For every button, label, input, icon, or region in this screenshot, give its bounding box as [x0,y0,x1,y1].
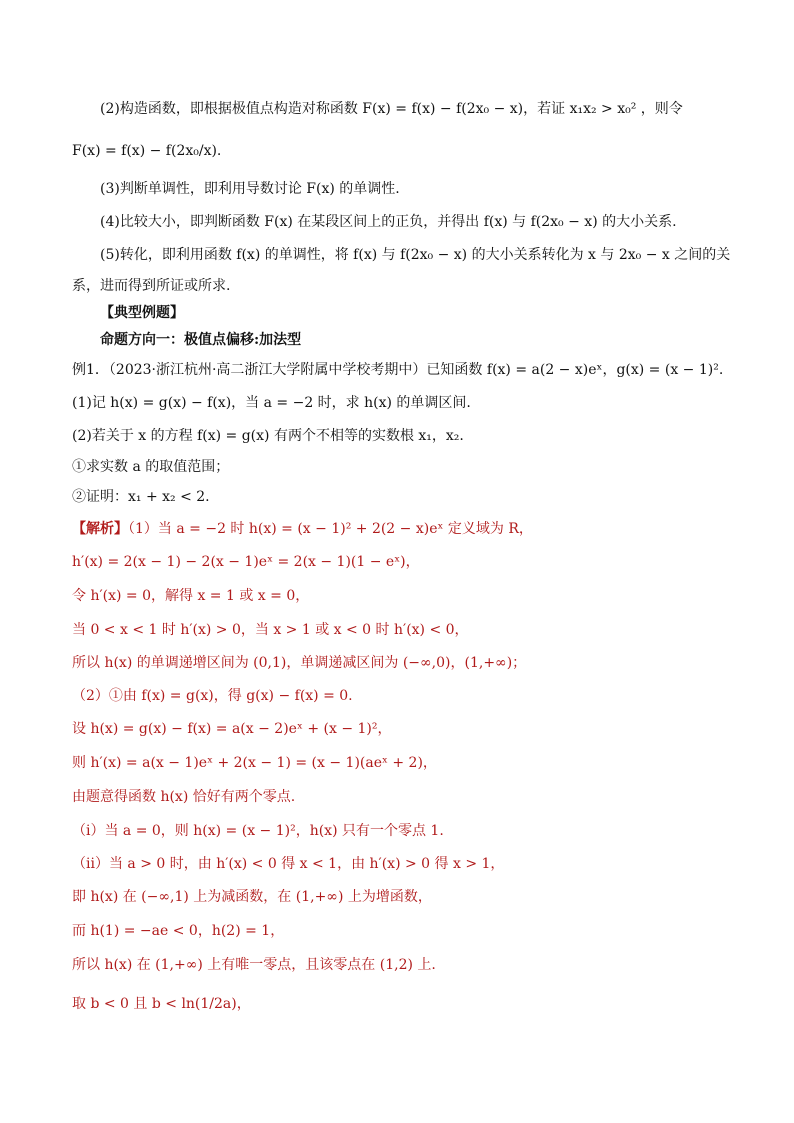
step5-line1: (5)转化，即利用函数 f(x) 的单调性，将 f(x) 与 f(2x₀ − x) 的大小关系转化为 x 与 2x₀ − x 之间的关 [100,247,731,263]
solution-line1 [72,520,722,538]
step5-line2: 系，进而得到所证或所求. [72,278,231,294]
question2: (2)若关于 x 的方程 f(x) = g(x) 有两个不相等的实数根 x₁，x₂. [72,428,464,444]
direction-heading: 命题方向一：极值点偏移:加法型 [100,332,302,348]
solution-line9: 由题意得函数 h(x) 恰好有两个零点. [72,789,296,805]
question2-part2: ②证明：x₁ + x₂ < 2. [72,489,210,505]
solution-text: （1）当 a = −2 时 h(x) = (x − 1)² + 2(2 − x)eˣ 定义域为 R， [128,521,533,537]
solution-line15: 取 b < 0 且 b < ln(1/2a)， [72,996,251,1012]
question2-part1: ①求实数 a 的取值范围； [72,459,230,475]
solution-line7: 设 h(x) = g(x) − f(x) = a(x − 2)eˣ + (x − 1)²， [72,721,392,737]
solution-line10: （i）当 a = 0，则 h(x) = (x − 1)²，h(x) 只有一个零点 1. [72,823,444,839]
solution-line11: （ii）当 a > 0 时，由 h′(x) < 0 得 x < 1，由 h′(x) > 0 得 x > 1， [72,856,505,872]
solution-label: 【解析】 [72,521,128,537]
solution-line8: 则 h′(x) = a(x − 1)eˣ + 2(x − 1) = (x − 1)(aeˣ + 2)， [72,755,437,771]
solution-line5: 所以 h(x) 的单调递增区间为 (0,1)，单调递减区间为 (−∞,0)，(1,+∞)； [72,655,527,671]
solution-line14: 所以 h(x) 在 (1,+∞) 上有唯一零点，且该零点在 (1,2) 上. [72,957,436,973]
step4-text: (4)比较大小，即判断函数 F(x) 在某段区间上的正负，并得出 f(x) 与 f(2x₀ − x) 的大小关系. [100,214,677,230]
solution-line12: 即 h(x) 在 (−∞,1) 上为减函数，在 (1,+∞) 上为增函数， [72,889,432,905]
example1-text: 例1．（2023·浙江杭州·高二浙江大学附属中学校考期中）已知函数 f(x) = a(2 − x)eˣ，g(x) = (x − 1)². [72,362,724,378]
question1: (1)记 h(x) = g(x) − f(x)，当 a = −2 时，求 h(x) 的单调区间. [72,395,471,411]
step2-line2: F(x) = f(x) − f(2x₀/x). [72,143,222,159]
step3-text: (3)判断单调性，即利用导数讨论 F(x) 的单调性. [100,181,400,197]
solution-line3: 令 h′(x) = 0，解得 x = 1 或 x = 0， [72,588,310,604]
step2-line1: (2)构造函数，即根据极值点构造对称函数 F(x) = f(x) − f(2x₀ − x)，若证 x₁x₂ > x₀² ，则令 [100,101,683,117]
solution-line13: 而 h(1) = −ae < 0，h(2) = 1， [72,923,285,939]
solution-line2: h′(x) = 2(x − 1) − 2(x − 1)eˣ = 2(x − 1)(1 − eˣ)， [72,554,420,570]
section-heading: 【典型例题】 [100,305,184,321]
solution-line4: 当 0 < x < 1 时 h′(x) > 0，当 x > 1 或 x < 0 时 h′(x) < 0， [72,622,469,638]
solution-line6: （2）①由 f(x) = g(x)，得 g(x) − f(x) = 0. [72,688,353,704]
